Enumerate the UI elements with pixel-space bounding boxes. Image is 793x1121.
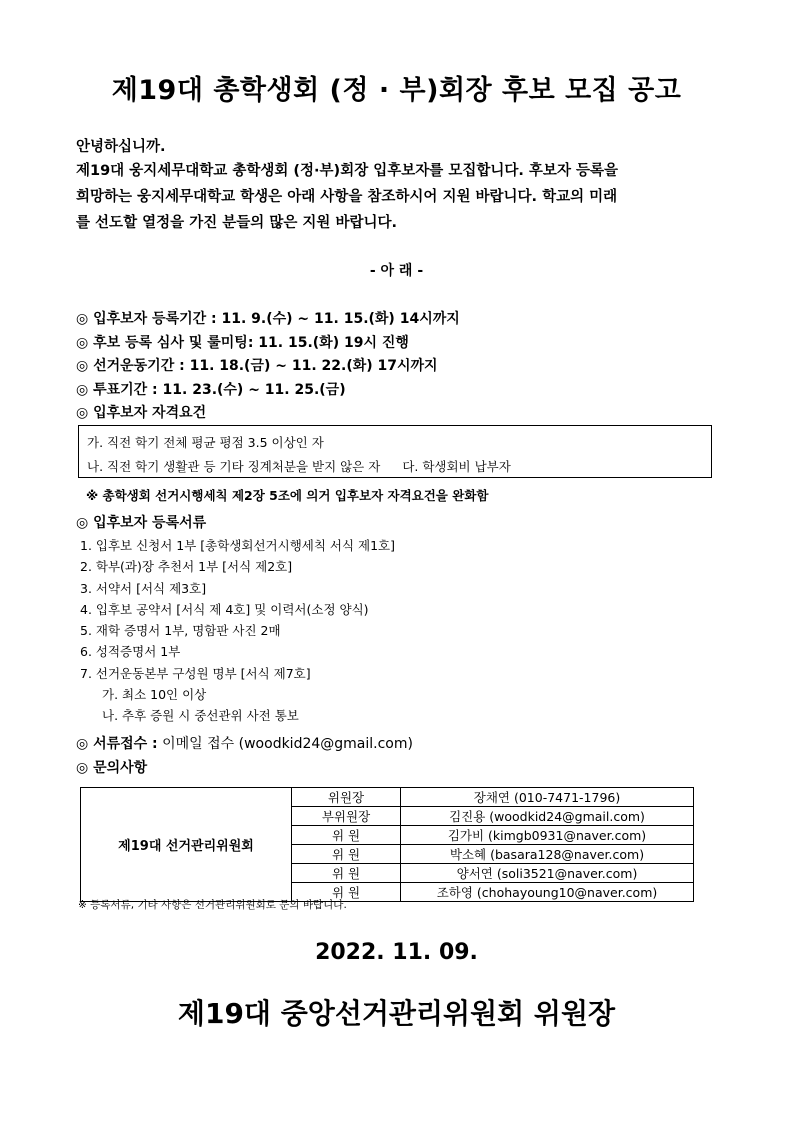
schedule-registration: ◎ 입후보자 등록기간 : 11. 9.(수) ~ 11. 15.(화) 14시까지 [76,311,460,327]
intro-line: 희망하는 웅지세무대학교 학생은 아래 사항을 참조하시어 지원 바랍니다. 학교의 미래 [76,189,618,205]
table-row [81,788,694,807]
contact-table [80,787,694,902]
contact-info: 김진용 (woodkid24@gmail.com) [401,807,694,826]
schedule-voting: ◎ 투표기간 : 11. 23.(수) ~ 11. 25.(금) [76,381,346,398]
schedule-campaign: ◎ 선거운동기간 : 11. 18.(금) ~ 11. 22.(화) 17시까지 [76,358,438,374]
intro-paragraph [76,158,720,236]
documents-list [80,535,395,727]
qualifications-box [78,425,712,478]
contact-info: 박소혜 (basara128@naver.com) [401,845,694,864]
footer-note: ※ 등록서류, 기타 사항은 선거관리위원회로 문의 바랍니다. [78,899,347,911]
contact-role: 위원장 [292,788,401,807]
contact-heading: ◎ 문의사항 [76,760,148,776]
documents-heading: ◎ 입후보자 등록서류 [76,515,207,531]
contact-info: 양서연 (soli3521@naver.com) [401,864,694,883]
contact-role: 위 원 [292,826,401,845]
qualification-fee: 다. 학생회비 납부자 [402,459,511,474]
greeting: 안녕하십니까. [76,139,166,155]
notice-date: 2022. 11. 09. [315,940,478,965]
document-item: 2. 학부(과)장 추천서 1부 [서식 제2호] [80,559,293,575]
relaxation-note: ※ 총학생회 선거시행세칙 제2장 5조에 의거 입후보자 자격요건을 완화함 [86,488,489,503]
document-item: 7. 선거운동본부 구성원 명부 [서식 제7호] [80,665,311,681]
document-subitem: 나. 추후 증원 시 중선관위 사전 통보 [102,708,299,724]
signer: 제19대 중앙선거관리위원회 위원장 [177,997,616,1030]
notice-title: 제19대 총학생회 (정 · 부)회장 후보 모집 공고 [111,75,682,106]
contact-role: 부위원장 [292,807,401,826]
qualification-discipline: 나. 직전 학기 생활관 등 기타 징계처분을 받지 않은 자 [87,459,381,474]
contact-role: 위 원 [292,845,401,864]
submission-value: 이메일 접수 (woodkid24@gmail.com) [162,736,413,752]
contact-info: 김가비 (kimgb0931@naver.com) [401,826,694,845]
qualification-discipline-fee [87,457,511,475]
contact-info: 장채연 (010-7471-1796) [401,788,694,807]
schedule-list [76,308,460,426]
intro-line: 제19대 웅지세무대학교 총학생회 (정·부)회장 입후보자를 모집합니다. 후보자 등록을 [76,163,619,179]
qualification-gpa: 가. 직전 학기 전체 평균 평점 3.5 이상인 자 [87,435,324,450]
document-item: 1. 입후보 신청서 1부 [총학생회선거시행세칙 서식 제1호] [80,538,396,553]
contact-info: 조하영 (chohayoung10@naver.com) [401,883,694,902]
contact-role: 위 원 [292,883,401,902]
document-item: 4. 입후보 공약서 [서식 제 4호] 및 이력서(소정 양식) [80,601,369,617]
document-item: 6. 성적증명서 1부 [80,644,181,660]
document-item: 5. 재학 증명서 1부, 명함판 사진 2매 [80,623,281,639]
submission-line [76,733,413,753]
section-divider-label: - 아 래 - [369,263,424,279]
submission-label: ◎ 서류접수 : [76,736,158,752]
document-subitem: 가. 최소 10인 이상 [102,687,207,703]
qualifications-heading: ◎ 입후보자 자격요건 [76,405,207,421]
contact-role: 위 원 [292,864,401,883]
committee-name: 제19대 선거관리위원회 [81,788,292,902]
document-item: 3. 서약서 [서식 제3호] [80,580,207,596]
intro-line: 를 선도할 열정을 가진 분들의 많은 지원 바랍니다. [76,215,397,231]
schedule-review-meeting: ◎ 후보 등록 심사 및 룰미팅: 11. 15.(화) 19시 진행 [76,334,409,351]
